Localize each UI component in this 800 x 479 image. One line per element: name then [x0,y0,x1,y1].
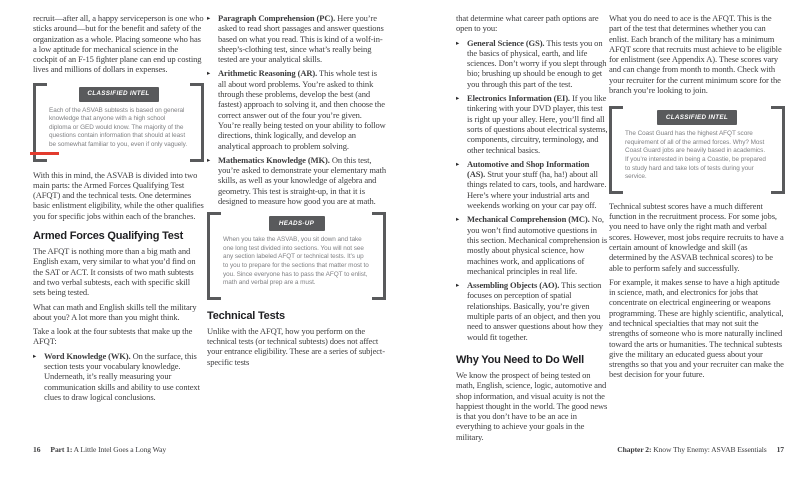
bullet-text: Strut your stuff (ha, ha!) about all things related to cars, tools, and hardware. Here’s where your industrial arts and weekends working on your car pay off. [467,169,607,211]
part-title: A Little Intel Goes a Long Way [73,445,167,454]
red-highlight-mark [30,152,59,155]
classified-intel-text: Each of the ASVAB subtests is based on general knowledge that anyone with a high school diploma or GED would know. The majority of the questions contain information that should at least be somewhat familiar to you, even if only vaguely. [49,106,188,148]
technical-tests-paragraph: Unlike with the AFQT, how you perform on the technical tests (or technical subtests) does not affect your entrance eligibility. These are a series of subject-specific tests [207,325,385,367]
bullet-item-arithmetic-reasoning [207,68,386,150]
bracket-right-icon [372,212,386,299]
classified-intel-box-left [33,83,204,163]
bullet-term: Electronics Information (EI). [467,93,570,104]
bullet-text: If you like tinkering with your DVD player, this test is right up your alley. Here, you’ll find all sorts of questions about electrical systems, components, circuitry, terminology, and other technical basics. [467,93,608,155]
classified-intel-label: CLASSIFIED INTEL [79,87,159,102]
left-page-column-2 [207,13,386,371]
bullet-text: This tests you on the basics of physical, earth, and life sciences. Don’t worry if you slept through bio; brushing up should be enough to get you through this part of the test. [467,37,607,89]
bullet-term: Mathematics Knowledge (MK). [218,154,330,165]
bullet-text: This section focuses on perception of spatial relationships. Basically, you’re given multiple parts of an object, and then you need to answer questions about how they would fit together. [467,280,603,342]
why-do-well-paragraph: We know the prospect of being tested on math, English, science, logic, automotive and shop information, and visual acuity is not the happiest thought in the world. The good news is that you don’t have to be an ace in everything to achieve your goals in the military. [456,369,608,442]
right-page-column-1 [456,13,609,446]
bullet-arrow-icon: ▸ [456,38,460,47]
technical-scores-paragraph: Technical subtest scores have a much different function in the recruitment process. For some jobs, you need to have only the right math and verbal scores. However, most jobs require recruits to have a certain amount of knowledge and skill (as determined by the ASVAB technical scores) to be able to perform safely and successfully. [609,200,784,273]
bullet-term: Automotive and Shop Information (AS). [467,158,590,180]
bullet-term: Paragraph Comprehension (PC). [218,13,336,23]
classified-intel-label: CLASSIFIED INTEL [657,110,737,125]
bullet-arrow-icon: ▸ [456,94,460,103]
bracket-left-icon [609,106,623,193]
bullet-text: This whole test is all about word problems. You’re asked to think through these problems, develop the best (and fastest) approach to solving it, and then choose the correct answer out of the four you’re given. You’re really being tested on your ability to follow directions, think logically, and develop an analytical approach to problem solving. [218,68,386,151]
career-options-paragraph: that determine what career path options are open to you: [456,13,599,34]
right-page [400,0,800,479]
bullet-item-mathematics-knowledge [207,155,386,206]
classified-intel-box-right [609,106,785,194]
bullet-term: General Science (GS). [467,37,545,48]
asvab-paragraph: With this in mind, the ASVAB is divided into two main parts: the Armed Forces Qualifying Test (AFQT) and the technical tests. One determines basic enlistment eligibility, while the other qualifies you for specific jobs within each of the branches. [33,169,204,221]
bullet-arrow-icon: ▸ [33,351,37,360]
technical-tests-heading: Technical Tests [207,309,285,322]
part-label: Part 1: [50,445,73,454]
bullet-text: Here you’re asked to read short passages and answer questions based on what you read. This is kind of a wolf-in-sheep’s-clothing test, since what’s really being tested are your analytical skills. [218,13,384,65]
bullet-item-general-science [456,38,609,89]
bullet-item-paragraph-comprehension [207,13,386,64]
example-paragraph: For example, it makes sense to have a high aptitude in science, math, and electronics for jobs that concentrate on electrical engineering or weapons programming. These are highly scientific, analytical, and technical specialties that may not suit the strengths of someone who is more naturally inclined toward the arts or humanities. The technical subtests give the military an educated guess about your strengths so that you and your recruiter can make the best decision for your future. [609,276,784,380]
bullet-item-word-knowledge [33,351,204,402]
afqt-paragraph-1: The AFQT is nothing more than a big math and English exam, very similar to what you’d find on the SAT or ACT. It consists of two math subtests and two verbal subtests, each with specific skill sets being tested. [33,246,196,298]
heads-up-text: When you take the ASVAB, you sit down and take one long test divided into sections. You will not see any section labeled AFQT or technical tests. It’s up to you to prepare for the sections that matter most to you. Since everyone has to pass the AFQT to enlist, math and verbal prep are a must. [223,236,369,287]
right-page-column-2 [609,13,785,384]
bullet-arrow-icon: ▸ [207,69,211,78]
chapter-label: Chapter 2: [617,445,652,454]
bullet-item-electronics-information [456,93,609,155]
bullet-item-automotive-shop-information [456,159,609,210]
bullet-text: No, you won’t find automotive questions in this section. Mechanical comprehension is mostly about physical science, how machines work, and applications of mechanical principles in real life. [467,214,608,276]
bullet-arrow-icon: ▸ [456,159,460,168]
bracket-left-icon [207,212,221,299]
heads-up-label: HEADS-UP [269,216,325,231]
bullet-term: Assembling Objects (AO). [467,280,560,291]
bullet-term: Word Knowledge (WK). [44,350,131,361]
bullet-term: Arithmetic Reasoning (AR). [218,68,318,79]
ace-afqt-paragraph: What you do need to ace is the AFQT. This is the part of the test that determines whether you can enlist. Each branch of the military has a minimum AFQT score that recruits must achieve to be eligible for enlistment (see Appendix A). These scores vary and can change from month to month. Check with your recruiter for the current minimum score for the branch you’re looking to join. [609,13,782,96]
intro-paragraph: recruit—after all, a happy serviceperson is one who sticks around—but for the benefit and safety of the organization as a whole. Placing someone who has a low aptitude for mechanical science in the cockpit of an F-15 fighter plane can end up costing lives and millions of dollars in expenses. [33,13,204,75]
bullet-text: On this test, you’re asked to demonstrate your elementary math skills, as well as your knowledge of algebra and geometry. This test is straight-up, in that it is designed to measure how good you are at math. [218,154,386,207]
afqt-paragraph-2: What can math and English skills tell the military about you? A lot more than you might think. [33,301,197,322]
page-number: 17 [776,445,784,454]
bracket-right-icon [190,83,204,162]
bullet-term: Mechanical Comprehension (MC). [467,214,590,225]
why-do-well-heading: Why You Need to Do Well [456,353,585,366]
bullet-arrow-icon: ▸ [207,14,211,22]
classified-intel-text: The Coast Guard has the highest AFQT score requirement of all of the armed forces. Why? Most Coast Guard jobs are heavily based in academics. If you’re interested in being a Coastie, be prepared to study hard and take lots of tests during your service. [625,130,766,181]
chapter-title: Know Thy Enemy: ASVAB Essentials [653,445,767,454]
bracket-right-icon [771,106,785,193]
left-page-footer [33,445,166,454]
bullet-arrow-icon: ▸ [456,215,460,224]
left-page-column-1 [33,13,204,406]
bullet-arrow-icon: ▸ [456,281,460,290]
bullet-text: On the surface, this section tests your vocabulary knowledge. Underneath, it’s really measuring your communication skills and ability to use context clues to draw logical conclusions. [44,350,200,402]
bullet-item-mechanical-comprehension [456,214,609,276]
afqt-paragraph-3: Take a look at the four subtests that make up the AFQT: [33,326,193,347]
bullet-arrow-icon: ▸ [207,155,211,164]
heads-up-box [207,212,386,300]
right-page-footer [617,445,784,454]
bullet-item-assembling-objects [456,280,609,342]
bracket-left-icon [33,83,47,162]
afqt-heading: Armed Forces Qualifying Test [33,230,184,243]
page-number: 16 [33,445,41,454]
